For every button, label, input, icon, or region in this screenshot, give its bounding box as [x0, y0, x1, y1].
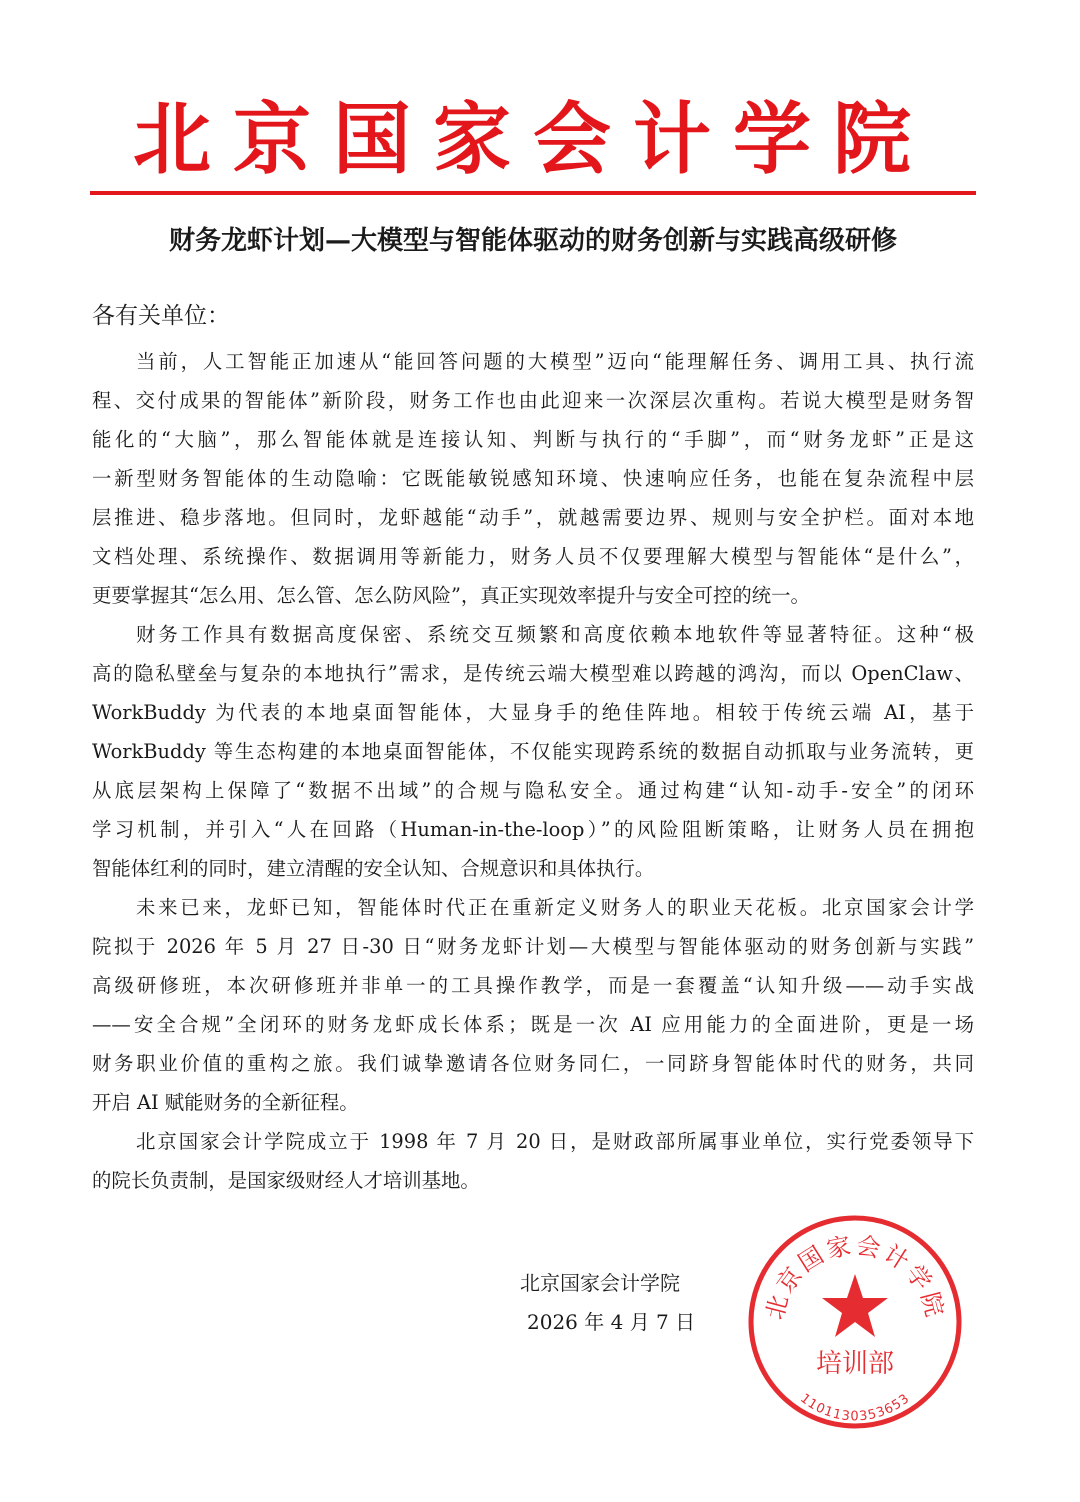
paragraph-line: 财务工作具有数据高度保密、系统交互频繁和高度依赖本地软件等显著特征。这种“极: [136, 623, 974, 646]
salutation: 各有关单位：: [92, 303, 230, 329]
paragraph-line: 北京国家会计学院成立于 1998 年 7 月 20 日，是财政部所属事业单位，实行党委领导下: [136, 1130, 974, 1153]
signature-date: 2026 年 4 月 7 日: [527, 1310, 696, 1334]
paragraph: [92, 342, 974, 615]
paragraph-line: 程、交付成果的智能体”新阶段，财务工作也由此迎来一次深层次重构。若说大模型是财务智: [92, 389, 974, 412]
paragraph-line: ——安全合规”全闭环的财务龙虾成长体系；既是一次 AI 应用能力的全面进阶，更是一场: [92, 1013, 974, 1036]
document-body: [92, 342, 974, 1200]
paragraph: [92, 615, 974, 888]
paragraph: [92, 888, 974, 1122]
paragraph-line: WorkBuddy 为代表的本地桌面智能体，大显身手的绝佳阵地。相较于传统云端 AI，基于: [92, 701, 974, 724]
paragraph-line: 未来已来，龙虾已知，智能体时代正在重新定义财务人的职业天花板。北京国家会计学: [136, 896, 974, 919]
paragraph-line: WorkBuddy 等生态构建的本地桌面智能体，不仅能实现跨系统的数据自动抓取与业务流转，更: [92, 740, 974, 763]
paragraph-line: 更要掌握其“怎么用、怎么管、怎么防风险”，真正实现效率提升与安全可控的统一。: [92, 584, 810, 607]
official-seal: [745, 1212, 965, 1432]
institution-masthead: 北京国家会计学院: [132, 95, 933, 185]
paragraph-line: 从底层架构上保障了“数据不出域”的合规与隐私安全。通过构建“认知-动手-安全”的闭环: [92, 779, 974, 802]
seal-code: 1101130353653: [797, 1391, 913, 1425]
paragraph-line: 高级研修班，本次研修班并非单一的工具操作教学，而是一套覆盖“认知升级——动手实战: [92, 974, 974, 997]
seal-center-text: 培训部: [815, 1349, 895, 1379]
paragraph-line: 当前，人工智能正加速从“能回答问题的大模型”迈向“能理解任务、调用工具、执行流: [136, 350, 974, 373]
paragraph-line: 高的隐私壁垒与复杂的本地执行”需求，是传统云端大模型难以跨越的鸿沟，而以 OpenClaw、: [92, 662, 974, 685]
star-icon: [822, 1274, 888, 1337]
paragraph: [92, 1122, 974, 1200]
paragraph-line: 开启 AI 赋能财务的全新征程。: [92, 1091, 359, 1114]
paragraph-line: 一新型财务智能体的生动隐喻：它既能敏锐感知环境、快速响应任务，也能在复杂流程中层: [92, 467, 974, 490]
paragraph-line: 层推进、稳步落地。但同时，龙虾越能“动手”，就越需要边界、规则与安全护栏。面对本地: [92, 506, 974, 529]
signature-org: 北京国家会计学院: [520, 1271, 680, 1295]
seal-ring-text: 北京国家会计学院: [760, 1231, 950, 1323]
paragraph-line: 学习机制，并引入“人在回路（Human-in-the-loop）”的风险阻断策略，让财务人员在拥抱: [92, 818, 974, 841]
paragraph-line: 智能体红利的同时，建立清醒的安全认知、合规意识和具体执行。: [92, 857, 655, 880]
paragraph-line: 能化的“大脑”，那么智能体就是连接认知、判断与执行的“手脚”，而“财务龙虾”正是这: [92, 428, 974, 451]
paragraph-line: 财务职业价值的重构之旅。我们诚挚邀请各位财务同仁，一同跻身智能体时代的财务，共同: [92, 1052, 974, 1075]
paragraph-line: 文档处理、系统操作、数据调用等新能力，财务人员不仅要理解大模型与智能体“是什么”，: [92, 545, 974, 568]
header-divider: [90, 191, 976, 195]
paragraph-line: 院拟于 2026 年 5 月 27 日-30 日“财务龙虾计划—大模型与智能体驱动的财务创新与实践”: [92, 935, 974, 958]
document-subtitle: 财务龙虾计划—大模型与智能体驱动的财务创新与实践高级研修: [168, 226, 897, 256]
paragraph-line: 的院长负责制，是国家级财经人才培训基地。: [92, 1169, 480, 1192]
